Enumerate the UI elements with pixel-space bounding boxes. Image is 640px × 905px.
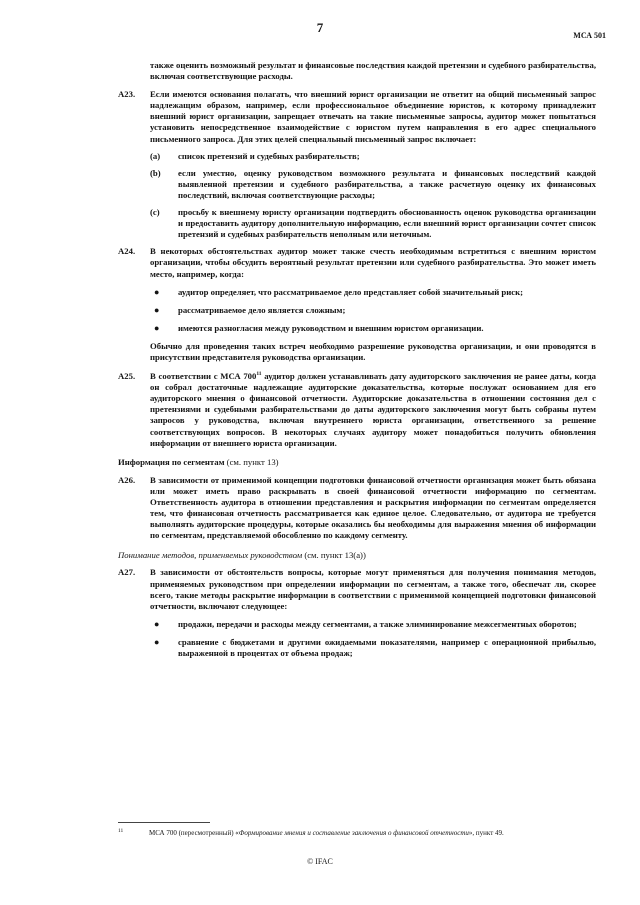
paragraph-a27	[118, 567, 596, 611]
page-content	[118, 60, 596, 666]
paragraph-number: A27.	[118, 567, 136, 578]
footnote-text	[118, 829, 596, 838]
list-item-label: (b)	[150, 167, 161, 178]
list-item-c	[118, 207, 596, 240]
bullet-item	[118, 287, 596, 298]
paragraph-a25	[118, 371, 596, 449]
text-fragment: В соответствии с МСА 700	[150, 371, 257, 382]
bullet-text: аудитор определяет, что рассматриваемое дело представляет собой значительный риск;	[178, 286, 523, 297]
bullet-icon: ●	[154, 636, 160, 647]
bullet-text: сравнение с бюджетами и другими ожидаемыми показателями, например с операционной прибылью, выраженной в процентах от объема продаж;	[178, 636, 596, 659]
footnote-title: Формирование мнения и составление заключения о финансовой отчетности	[238, 829, 469, 837]
paragraph-number: A23.	[118, 89, 136, 100]
list-item-b	[118, 168, 596, 201]
list-item-label: (a)	[150, 150, 161, 161]
footnote	[118, 829, 596, 838]
list-item-text: если уместно, оценку руководством возможного результата и финансовых последствий каждой выявленной претензии и судебного разбирательства, а также расчетную оценку их финансовых последствий, включая соответствующие расходы;	[178, 167, 596, 200]
list-item-label: (c)	[150, 207, 160, 218]
paragraph-text: Если имеются основания полагать, что внешний юрист организации не ответит на общий письменный запрос надлежащим образом, например, если профессиональное объединение юристов, к которому принадлежит внешний юрист организации, запрещает отвечать на такие письменные запросы, аудитор может попытаться установить непосредственное взаимодействие с юристом путем направления в его адрес специального письменного запроса. Для этих целей специальный письменный запрос включает:	[150, 89, 596, 144]
bullet-item	[118, 637, 596, 659]
subsection-heading-methods	[118, 550, 596, 561]
bullet-item	[118, 619, 596, 630]
heading-text: Понимание методов, применяемых руководством	[118, 550, 303, 561]
list-item-text: просьбу к внешнему юристу организации подтвердить обоснованность оценок руководства организации и предоставить аудитору дополнительную информацию, если внешний юрист организации сочтет список претензий и судебных разбирательств неполным или неточным.	[178, 207, 596, 240]
bullet-item	[118, 323, 596, 334]
heading-reference: (см. пункт 13(a))	[302, 550, 366, 561]
footnote-reference: 11	[256, 371, 262, 378]
paragraph-a26	[118, 475, 596, 542]
standard-code: МСА 501	[573, 31, 606, 40]
section-heading-segments	[118, 457, 596, 468]
text-fragment: аудитор должен устанавливать дату аудиторского заключения не ранее даты, когда он собрал достаточные надлежащие аудиторские доказательства, которые послужат основанием для его аудиторского мнения о финансовой отчетности. Аудиторские доказательства в отношении состояния дел с претензиями и судебными разбирательствами до даты аудиторского заключения могут быть собраны путем запросов у руководства, включая внутреннего юриста организации, ответственного за решение соответствующих вопросов. В некоторых случаях аудитору может понадобиться получить обновления информации от внешнего юриста организации.	[150, 371, 596, 448]
paragraph-number: A24.	[118, 246, 136, 257]
heading-text: Информация по сегментам	[118, 456, 225, 467]
paragraph-text	[150, 371, 596, 449]
paragraph-a23	[118, 89, 596, 144]
bullet-icon: ●	[154, 286, 160, 297]
bullet-icon: ●	[154, 304, 160, 315]
paragraph-text: В зависимости от применимой концепции подготовки финансовой отчетности организация может быть обязана или может иметь право раскрывать в своей финансовой отчетности информацию по сегментам. Ответственность аудитора в отношении представления и раскрытия информации по сегментам определяется тем, что финансовая отчетность рассматривается как единое целое. Следовательно, от аудитора не требуется выполнять аудиторские процедуры, которые оказались бы необходимы для выражения мнения об информации по сегментам, представляемой обособленно по каждому сегменту.	[150, 474, 596, 541]
text-fragment: МСА 700 (пересмотренный) «	[149, 829, 239, 837]
continuation-paragraph: также оценить возможный результат и финансовые последствия каждой претензии и судебного разбирательства, включая соответствующие расходы.	[150, 60, 596, 82]
paragraph-text: В некоторых обстоятельствах аудитор может также счесть необходимым встретиться с внешним юристом организации, чтобы обсудить вероятный результат претензии или судебного разбирательства. Это может иметь место, например, когда:	[150, 246, 596, 279]
copyright-notice: © IFAC	[307, 857, 333, 866]
bullet-text: имеются разногласия между руководством и внешним юристом организации.	[178, 322, 484, 333]
heading-reference: (см. пункт 13)	[224, 456, 279, 467]
list-item-a	[118, 151, 596, 162]
page-number: 7	[316, 20, 324, 35]
paragraph-a24-continuation: Обычно для проведения таких встреч необходимо разрешение руководства организации, и они проводятся в присутствии представителя руководства организации.	[150, 340, 596, 362]
bullet-icon: ●	[154, 618, 160, 629]
list-item-text: список претензий и судебных разбирательств;	[178, 150, 360, 161]
paragraph-number: A26.	[118, 474, 136, 485]
footnote-number: 11	[118, 828, 124, 834]
footnote-divider	[118, 822, 210, 823]
paragraph-text: В зависимости от обстоятельств вопросы, которые могут применяться для получения понимания методов, применяемых руководством при определении информации по сегментам, а также того, обеспечат ли, скорее всего, такие методы раскрытие информации в соответствии с применимой концепцией подготовки финансовой отчетности, включают следующее:	[150, 567, 596, 611]
text-fragment: », пункт 49.	[468, 829, 504, 837]
paragraph-number: A25.	[118, 371, 136, 382]
paragraph-a24	[118, 246, 596, 279]
bullet-text: продажи, передачи и расходы между сегментами, а также элиминирование межсегментных оборотов;	[178, 618, 577, 629]
bullet-item	[118, 305, 596, 316]
bullet-icon: ●	[154, 322, 160, 333]
bullet-text: рассматриваемое дело является сложным;	[178, 304, 346, 315]
